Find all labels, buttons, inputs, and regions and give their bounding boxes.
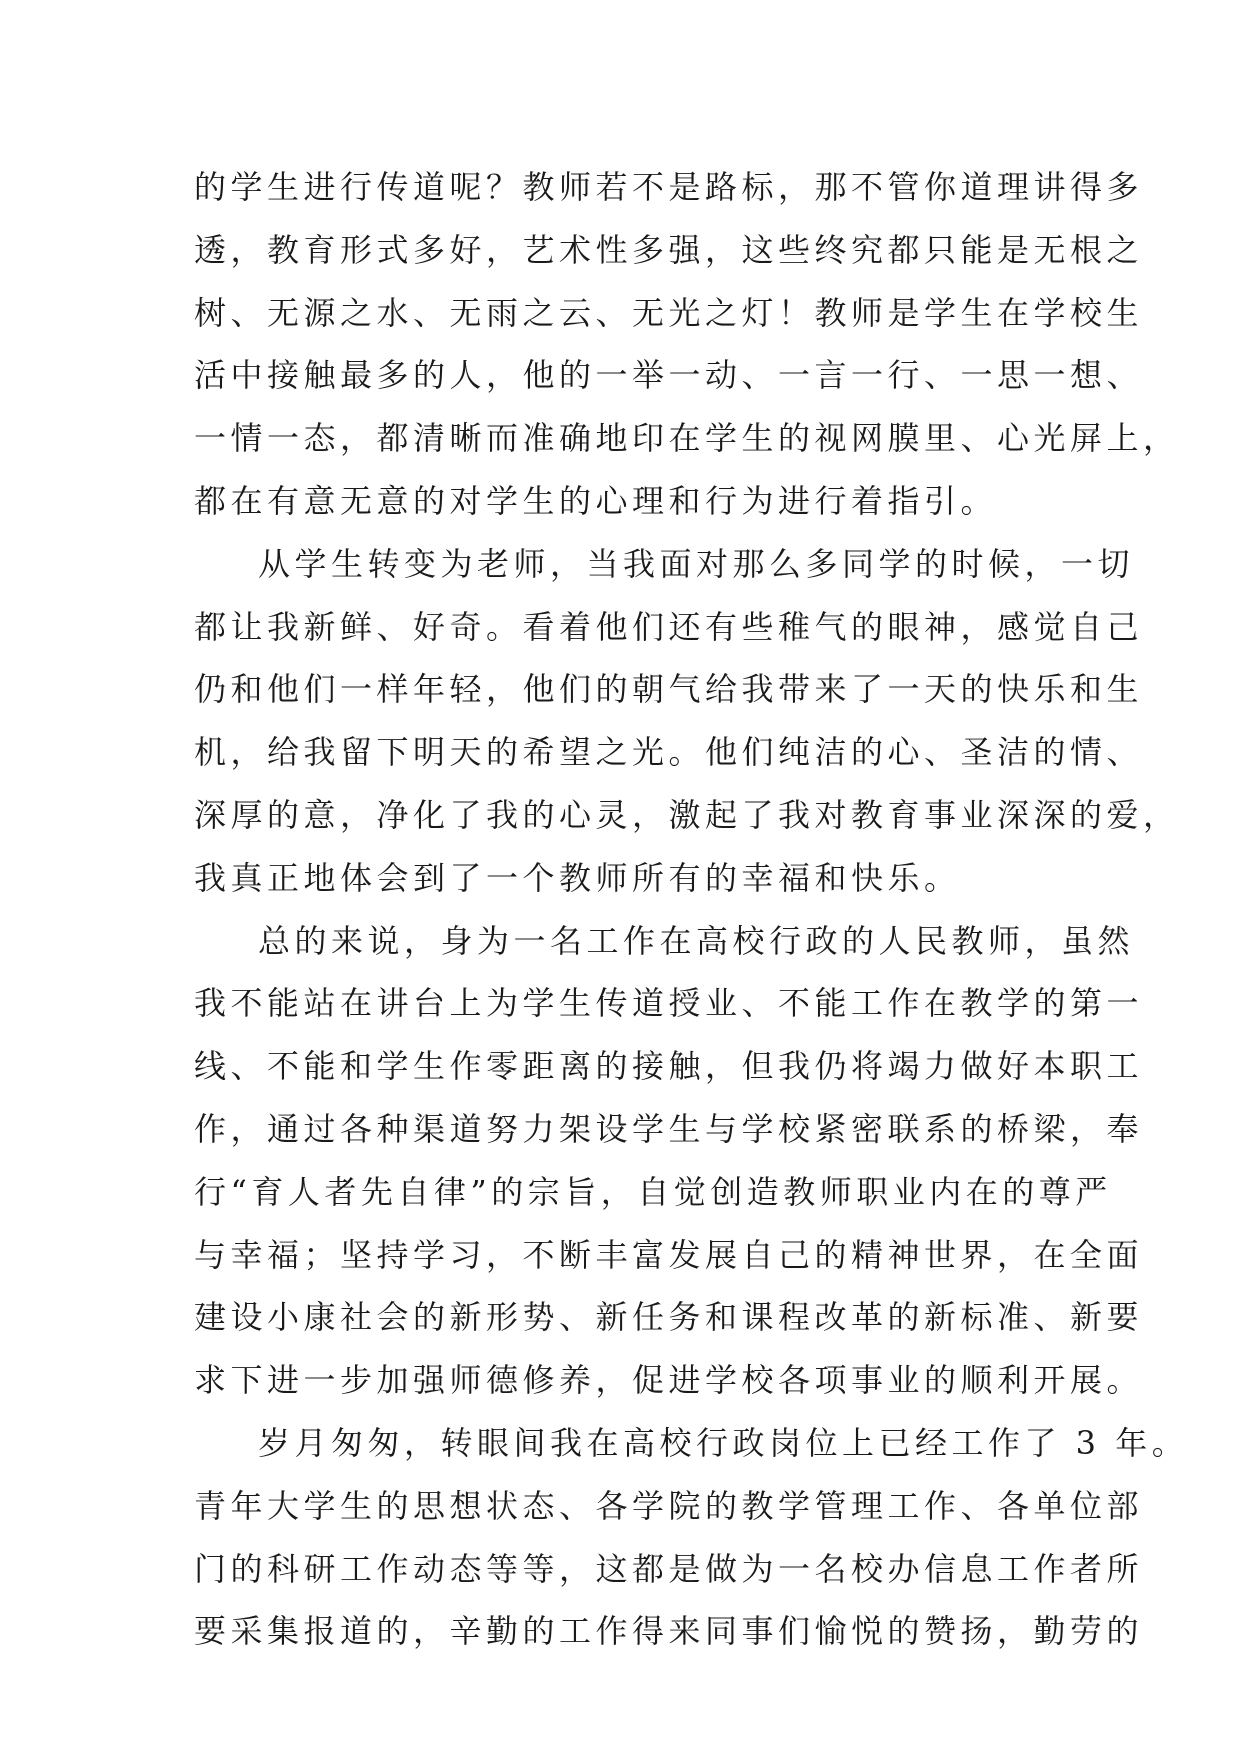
text-line: 总的来说，身为一名工作在高校行政的人民教师，虽然 [258, 921, 1135, 960]
text-line: 都在有意无意的对学生的心理和行为进行着指引。 [194, 481, 998, 520]
text-line: 求下进一步加强师德修养，促进学校各项事业的顺利开展。 [194, 1361, 1144, 1400]
text-line: 线、不能和学生作零距离的接触，但我仍将竭力做好本职工 [194, 1047, 1144, 1086]
text-line: 机，给我留下明天的希望之光。他们纯洁的心、圣洁的情、 [194, 733, 1144, 772]
text-line: 行“育人者先自律”的宗旨，自觉创造教师职业内在的尊严 [194, 1172, 1112, 1211]
text-line: 树、无源之水、无雨之云、无光之灯！教师是学生在学校生 [194, 293, 1144, 332]
text-line: 一情一态，都清晰而准确地印在学生的视网膜里、心光屏上， [194, 419, 1180, 458]
text-line: 的学生进行传道呢？教师若不是路标，那不管你道理讲得多 [194, 168, 1144, 206]
text-line: 作，通过各种渠道努力架设学生与学校紧密联系的桥梁，奉 [194, 1109, 1144, 1148]
text-line: 与幸福；坚持学习，不断丰富发展自己的精神世界，在全面 [194, 1235, 1144, 1274]
text-line: 从学生转变为老师，当我面对那么多同学的时候，一切 [258, 544, 1135, 583]
text-line: 我不能站在讲台上为学生传道授业、不能工作在教学的第一 [194, 984, 1144, 1023]
text-line: 都让我新鲜、好奇。看着他们还有些稚气的眼神，感觉自己 [194, 607, 1144, 646]
text-line: 活中接触最多的人，他的一举一动、一言一行、一思一想、 [194, 356, 1144, 395]
text-line: 岁月匆匆，转眼间我在高校行政岗位上已经工作了 3 年。 [258, 1423, 1189, 1462]
text-line: 透，教育形式多好，艺术性多强，这些终究都只能是无根之 [194, 230, 1144, 269]
text-line: 建设小康社会的新形势、新任务和课程改革的新标准、新要 [194, 1298, 1144, 1337]
text-line: 仍和他们一样年轻，他们的朝气给我带来了一天的快乐和生 [194, 670, 1144, 709]
text-line: 青年大学生的思想状态、各学院的教学管理工作、各单位部 [194, 1486, 1144, 1525]
text-line: 我真正地体会到了一个教师所有的幸福和快乐。 [194, 858, 961, 897]
document-body-text [194, 156, 1189, 1663]
text-line: 门的科研工作动态等等，这都是做为一名校办信息工作者所 [194, 1549, 1144, 1588]
text-line: 深厚的意，净化了我的心灵，激起了我对教育事业深深的爱， [194, 795, 1180, 834]
text-line: 要采集报道的，辛勤的工作得来同事们愉悦的赞扬，勤劳的 [194, 1612, 1144, 1651]
